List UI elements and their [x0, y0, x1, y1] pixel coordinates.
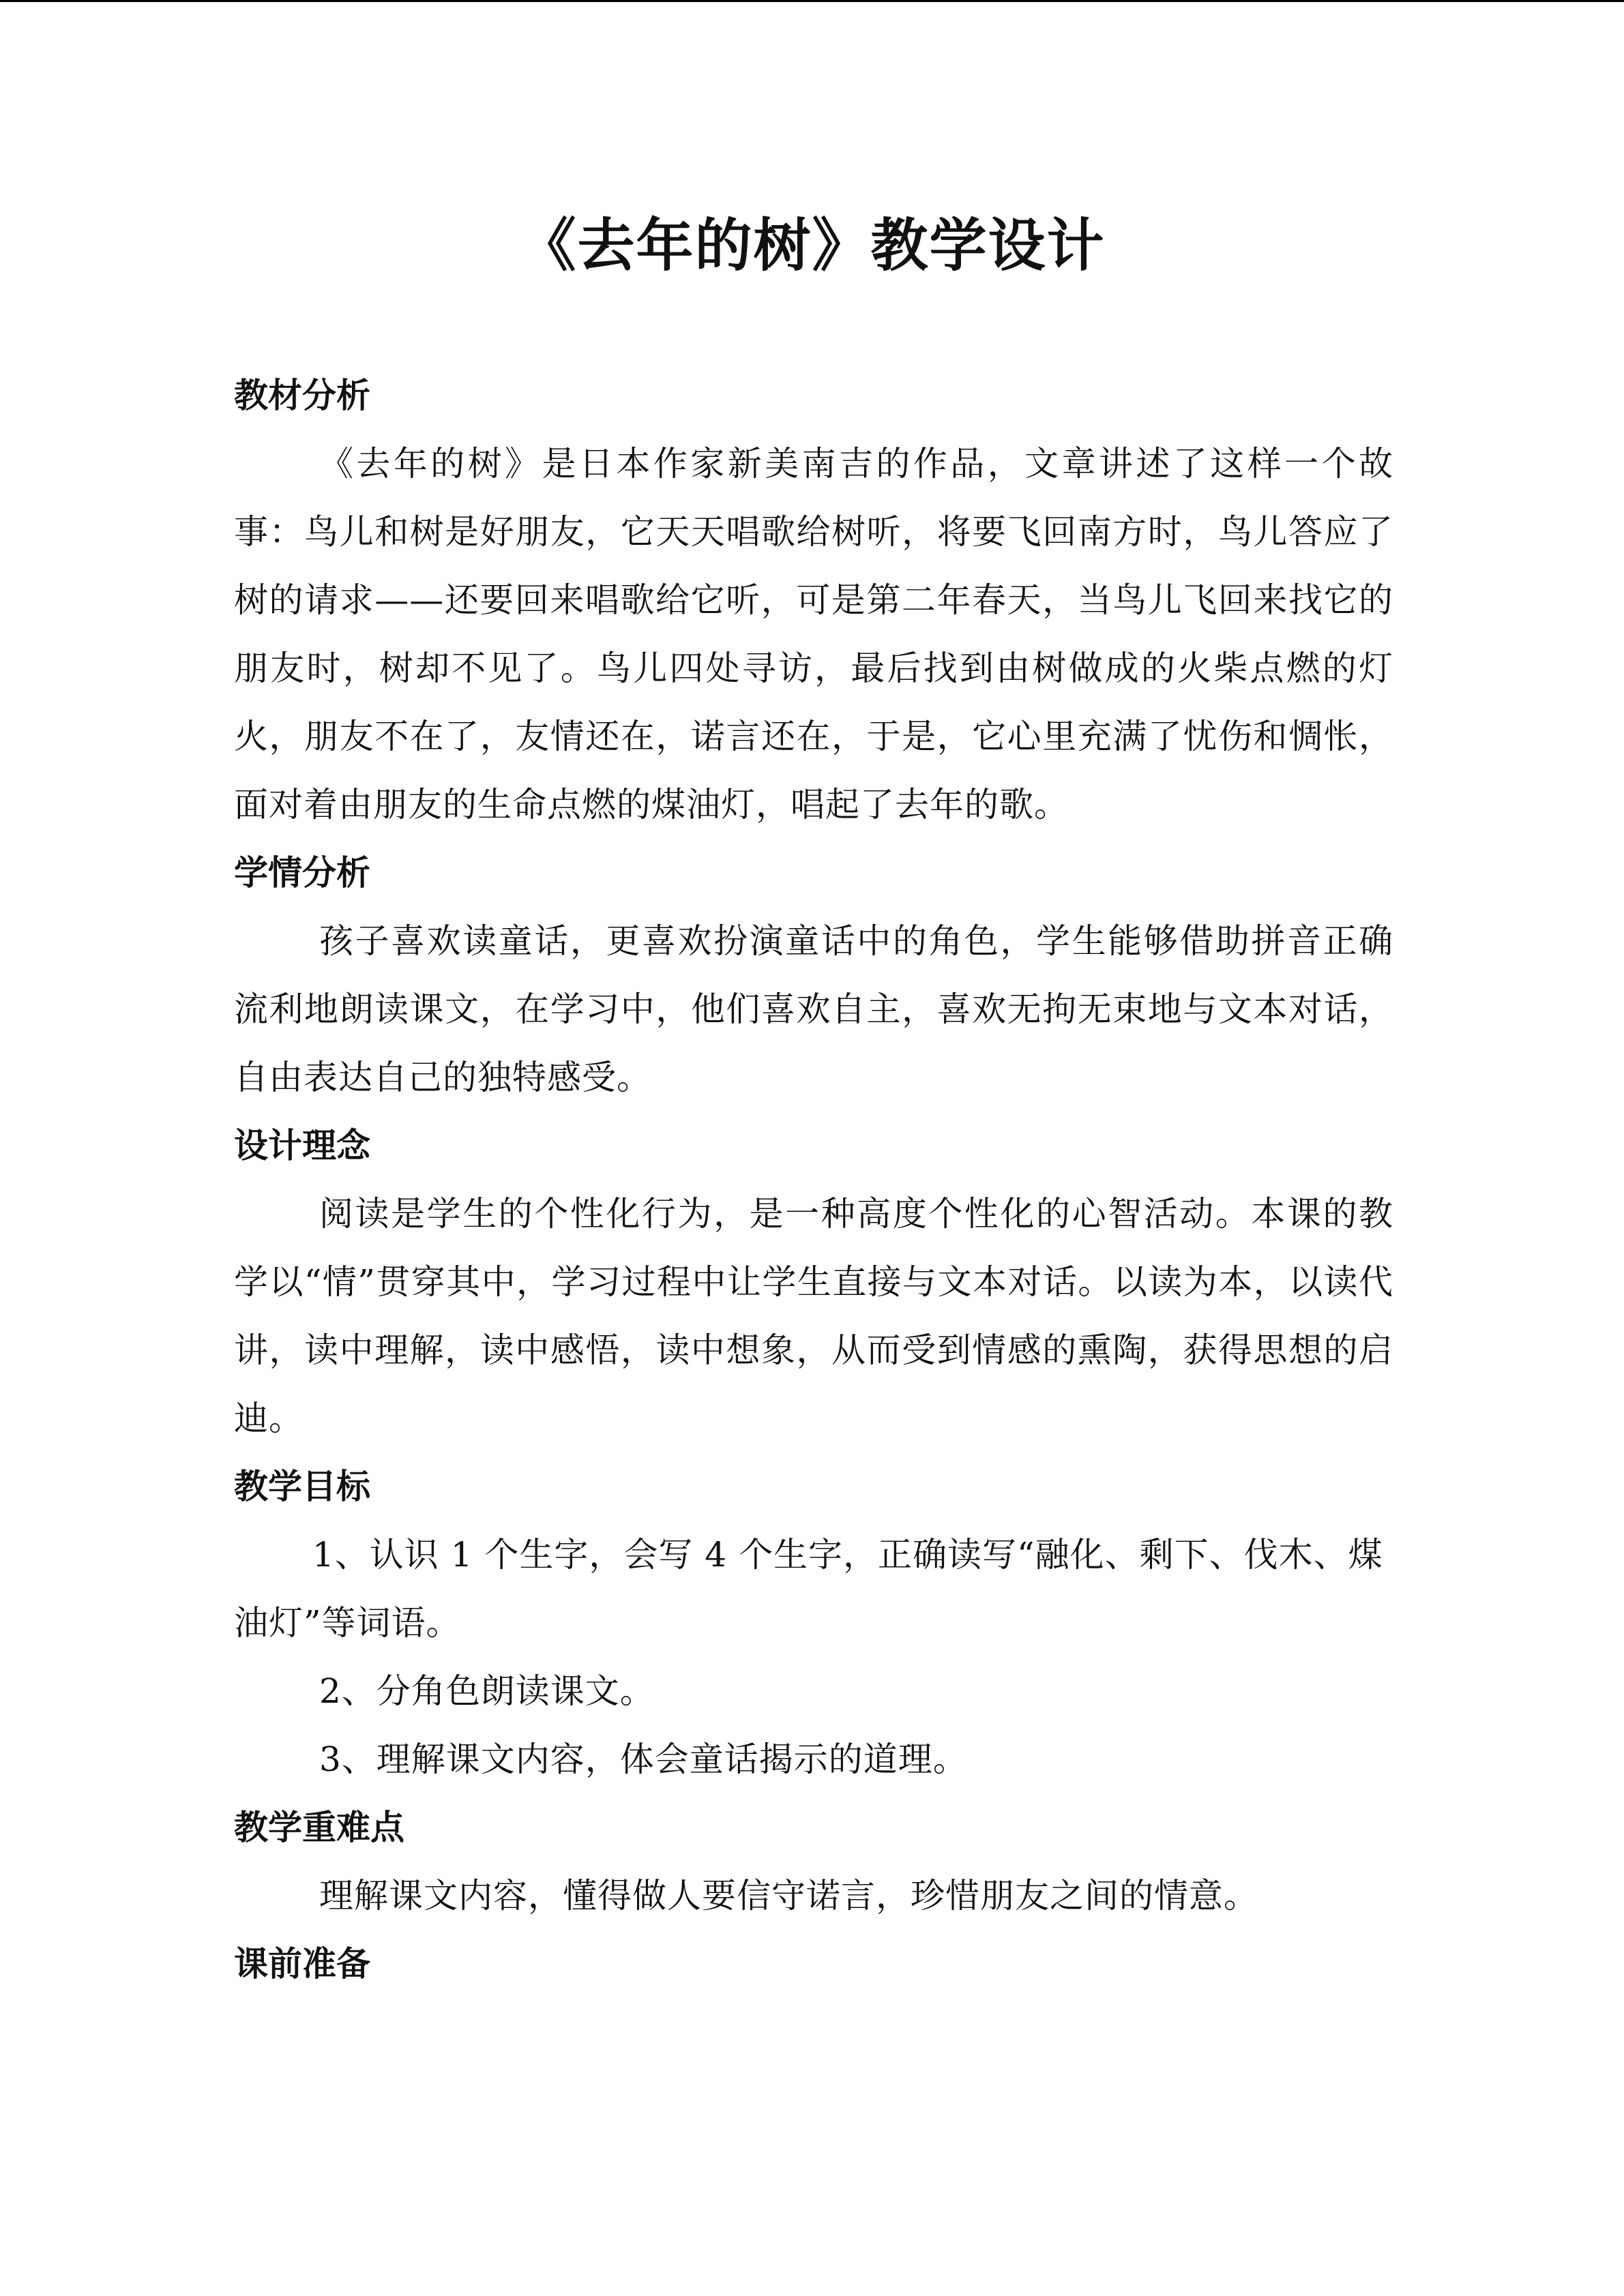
section-paragraph: 理解课文内容，懂得做人要信守诺言，珍惜朋友之间的情意。: [319, 1876, 1258, 1915]
section-paragraph: 阅读是学生的个性化行为，是一种高度个性化的心智活动。本课的教学以“情”贯穿其中，学习过程中让学生直接与文本对话。以读为本，以读代讲，读中理解，读中感悟，读中想象，从而受到情感的熏陶，获得思想的启迪。: [234, 1194, 1393, 1438]
section-heading-preparation: 课前准备: [234, 1944, 370, 1984]
goal-item: 3、理解课文内容，体会童话揭示的道理。: [319, 1740, 968, 1779]
section-heading-key-difficulties: 教学重难点: [234, 1808, 404, 1847]
document-title: 《去年的树》教学设计: [518, 212, 1106, 279]
section-paragraph: 《去年的树》是日本作家新美南吉的作品，文章讲述了这样一个故事：鸟儿和树是好朋友，它天天唱歌给树听，将要飞回南方时，鸟儿答应了树的请求——还要回来唱歌给它听，可是第二年春天，当鸟儿飞回来找它的朋友时，树却不见了。鸟儿四处寻访，最后找到由树做成的火柴点燃的灯火，朋友不在了，友情还在，诺言还在，于是，它心里充满了忧伤和惆怅，面对着由朋友的生命点燃的煤油灯，唱起了去年的歌。: [234, 444, 1393, 824]
section-heading-textbook-analysis: 教材分析: [234, 376, 370, 415]
goal-item: 1、认识 1 个生字，会写 4 个生字，正确读写“融化、剩下、伐木、煤油灯”等词语。: [234, 1535, 1383, 1643]
document-body: [234, 361, 1393, 1998]
section-heading-design-concept: 设计理念: [234, 1126, 370, 1165]
goal-item: 2、分角色朗读课文。: [319, 1671, 655, 1711]
top-border-line: [0, 0, 1624, 2]
section-heading-teaching-goals: 教学目标: [234, 1467, 370, 1506]
section-paragraph: 孩子喜欢读童话，更喜欢扮演童话中的角色，学生能够借助拼音正确流利地朗读课文，在学习中，他们喜欢自主，喜欢无拘无束地与文本对话，自由表达自己的独特感受。: [234, 921, 1393, 1097]
section-heading-student-analysis: 学情分析: [234, 853, 370, 893]
